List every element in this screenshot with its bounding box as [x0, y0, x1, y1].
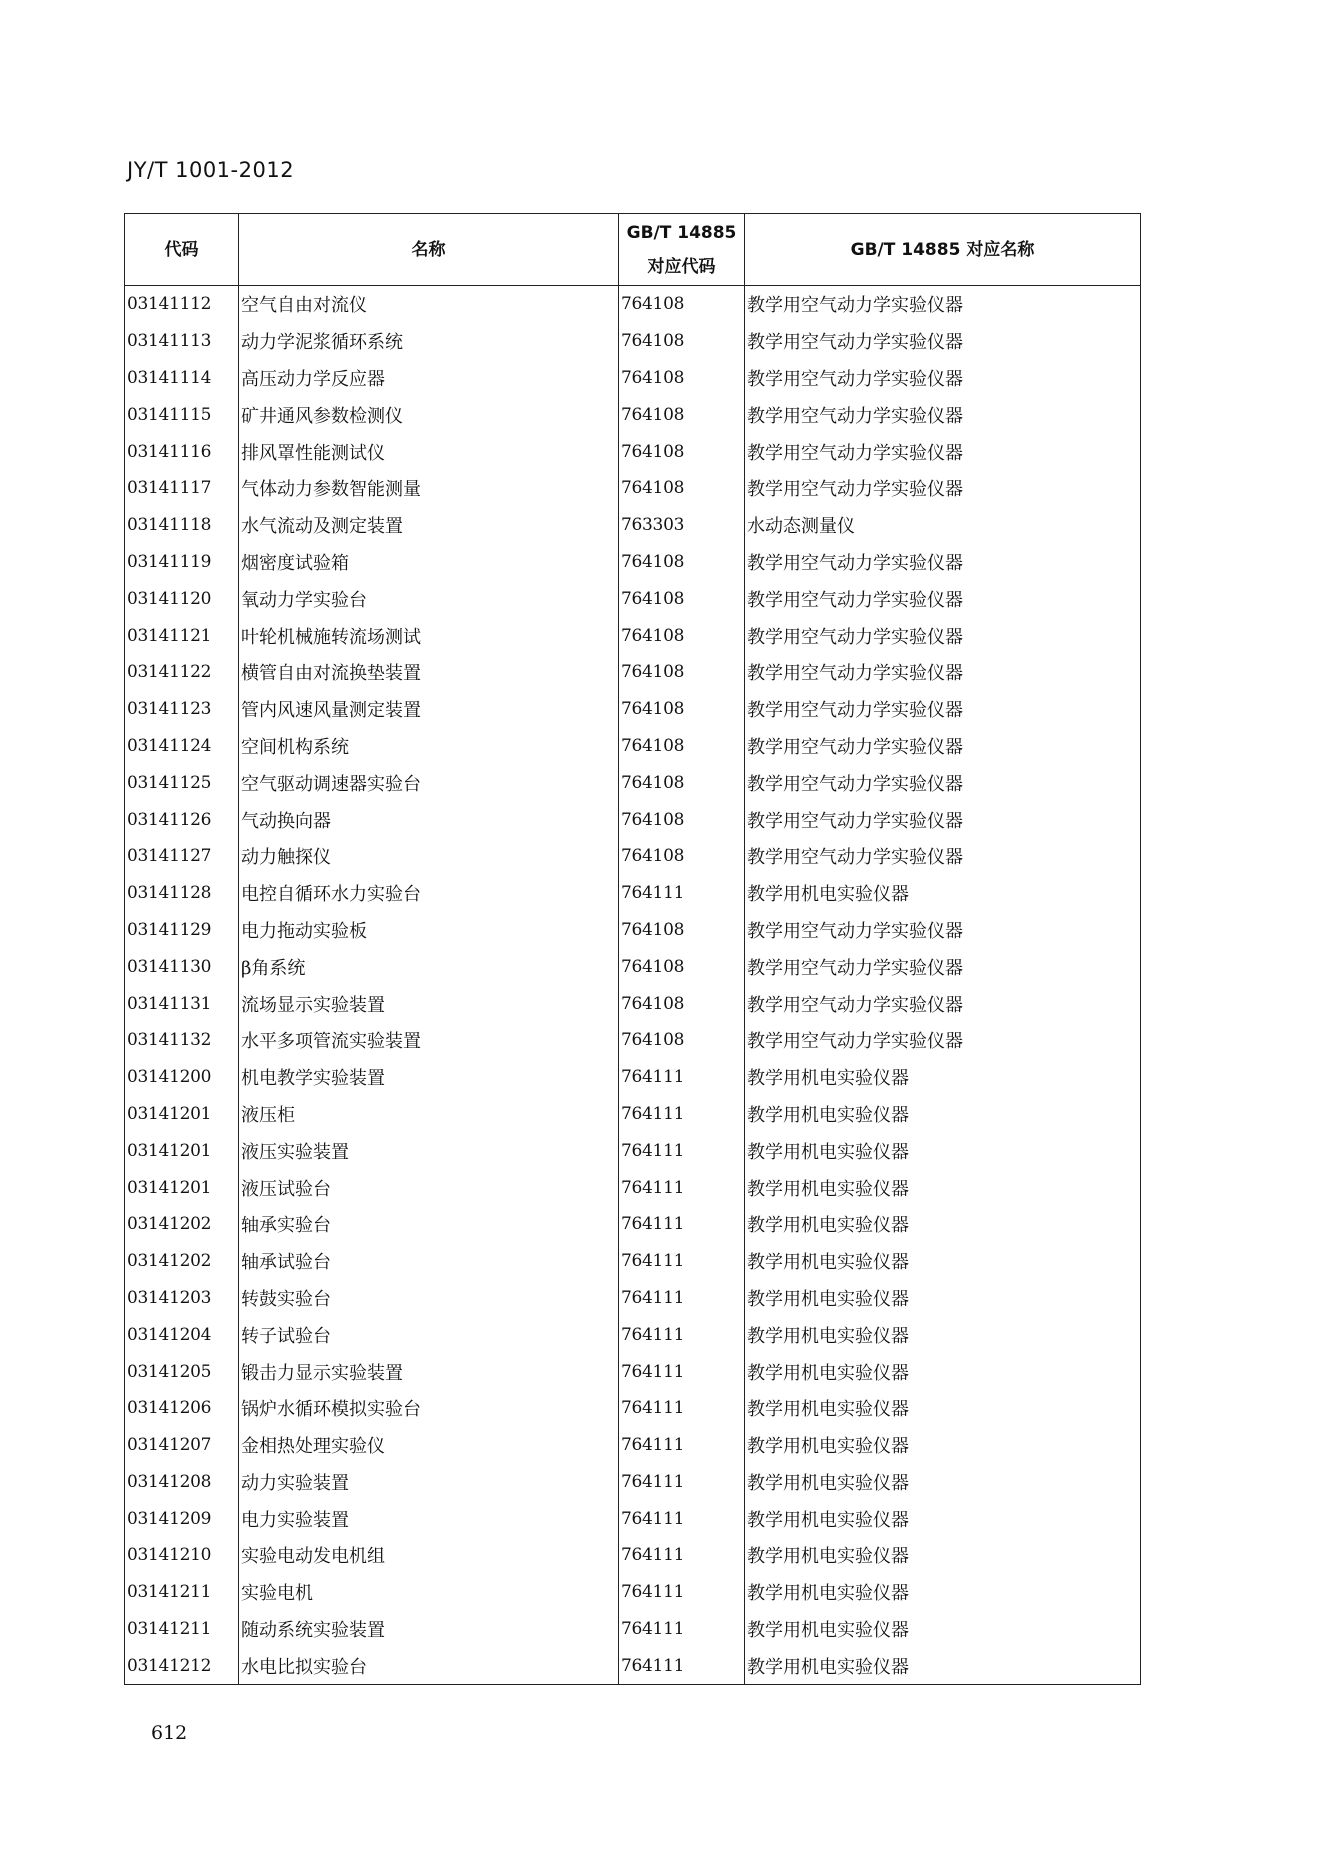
- cell-code: 03141205: [125, 1353, 239, 1390]
- cell-name: 轴承试验台: [239, 1243, 619, 1280]
- table-row: [125, 1500, 1141, 1537]
- cell-gbt-code: 764108: [619, 691, 745, 728]
- cell-gbt-code: 764108: [619, 360, 745, 397]
- cell-gbt-name: 教学用空气动力学实验仪器: [745, 580, 1141, 617]
- cell-gbt-name: 教学用机电实验仪器: [745, 1427, 1141, 1464]
- cell-code: 03141114: [125, 360, 239, 397]
- cell-gbt-code: 764111: [619, 1169, 745, 1206]
- cell-gbt-code: 764108: [619, 912, 745, 949]
- cell-name: 气动换向器: [239, 801, 619, 838]
- cell-code: 03141113: [125, 323, 239, 360]
- cell-gbt-name: 教学用空气动力学实验仪器: [745, 728, 1141, 765]
- cell-gbt-code: 764108: [619, 617, 745, 654]
- cell-name: 液压实验装置: [239, 1132, 619, 1169]
- cell-gbt-name: 教学用空气动力学实验仪器: [745, 764, 1141, 801]
- cell-name: 锻击力显示实验装置: [239, 1353, 619, 1390]
- cell-gbt-name: 教学用空气动力学实验仪器: [745, 912, 1141, 949]
- cell-gbt-code: 764111: [619, 1647, 745, 1684]
- cell-gbt-code: 764111: [619, 1464, 745, 1501]
- cell-gbt-code: 764108: [619, 544, 745, 581]
- table-row: [125, 544, 1141, 581]
- cell-gbt-code: 764108: [619, 764, 745, 801]
- cell-gbt-code: 764111: [619, 1500, 745, 1537]
- cell-gbt-code: 764111: [619, 1059, 745, 1096]
- cell-gbt-code: 764108: [619, 728, 745, 765]
- table-row: [125, 1022, 1141, 1059]
- cell-gbt-name: 教学用空气动力学实验仪器: [745, 654, 1141, 691]
- code-table: [124, 213, 1141, 1685]
- cell-gbt-name: 教学用空气动力学实验仪器: [745, 617, 1141, 654]
- page-number: 612: [151, 1722, 188, 1744]
- cell-gbt-code: 764111: [619, 1537, 745, 1574]
- cell-name: 空气驱动调速器实验台: [239, 764, 619, 801]
- table-row: [125, 1243, 1141, 1280]
- document-standard-id: JY/T 1001-2012: [127, 158, 295, 182]
- cell-name: 电控自循环水力实验台: [239, 875, 619, 912]
- table-row: [125, 1611, 1141, 1648]
- cell-name: 横管自由对流换垫装置: [239, 654, 619, 691]
- cell-gbt-code: 764111: [619, 1316, 745, 1353]
- table-row: [125, 433, 1141, 470]
- cell-gbt-code: 764111: [619, 1280, 745, 1317]
- cell-code: 03141201: [125, 1132, 239, 1169]
- cell-code: 03141206: [125, 1390, 239, 1427]
- cell-gbt-code: 764108: [619, 323, 745, 360]
- cell-code: 03141118: [125, 507, 239, 544]
- cell-name: 随动系统实验装置: [239, 1611, 619, 1648]
- cell-gbt-code: 764108: [619, 801, 745, 838]
- header-gbt-code-line1: GB/T 14885: [626, 222, 737, 243]
- cell-gbt-name: 教学用空气动力学实验仪器: [745, 948, 1141, 985]
- cell-name: 动力学泥浆循环系统: [239, 323, 619, 360]
- table-row: [125, 470, 1141, 507]
- cell-gbt-name: 教学用机电实验仪器: [745, 1132, 1141, 1169]
- cell-gbt-code: 764108: [619, 433, 745, 470]
- cell-gbt-code: 763303: [619, 507, 745, 544]
- table-row: [125, 801, 1141, 838]
- cell-gbt-name: 教学用空气动力学实验仪器: [745, 323, 1141, 360]
- cell-code: 03141207: [125, 1427, 239, 1464]
- table-row: [125, 764, 1141, 801]
- cell-gbt-code: 764108: [619, 948, 745, 985]
- table-row: [125, 1316, 1141, 1353]
- table-row: [125, 691, 1141, 728]
- cell-code: 03141200: [125, 1059, 239, 1096]
- cell-gbt-code: 764108: [619, 1022, 745, 1059]
- cell-gbt-name: 教学用机电实验仪器: [745, 1390, 1141, 1427]
- cell-code: 03141112: [125, 286, 239, 323]
- cell-name: 空间机构系统: [239, 728, 619, 765]
- cell-name: 水平多项管流实验装置: [239, 1022, 619, 1059]
- cell-name: 高压动力学反应器: [239, 360, 619, 397]
- cell-name: 液压试验台: [239, 1169, 619, 1206]
- table-row: [125, 323, 1141, 360]
- cell-gbt-name: 教学用机电实验仪器: [745, 1059, 1141, 1096]
- cell-gbt-name: 教学用空气动力学实验仪器: [745, 1022, 1141, 1059]
- cell-code: 03141132: [125, 1022, 239, 1059]
- cell-name: 转子试验台: [239, 1316, 619, 1353]
- cell-gbt-name: 教学用空气动力学实验仪器: [745, 286, 1141, 323]
- cell-code: 03141125: [125, 764, 239, 801]
- table-row: [125, 1096, 1141, 1133]
- table-row: [125, 507, 1141, 544]
- cell-name: 金相热处理实验仪: [239, 1427, 619, 1464]
- cell-gbt-code: 764108: [619, 470, 745, 507]
- table-body: [125, 286, 1141, 1685]
- table-row: [125, 1537, 1141, 1574]
- cell-gbt-name: 教学用空气动力学实验仪器: [745, 985, 1141, 1022]
- cell-name: 实验电动发电机组: [239, 1537, 619, 1574]
- table-row: [125, 617, 1141, 654]
- cell-gbt-name: 教学用机电实验仪器: [745, 1169, 1141, 1206]
- cell-name: 烟密度试验箱: [239, 544, 619, 581]
- cell-gbt-name: 教学用机电实验仪器: [745, 1500, 1141, 1537]
- table-row: [125, 838, 1141, 875]
- cell-name: 气体动力参数智能测量: [239, 470, 619, 507]
- cell-name: 电力实验装置: [239, 1500, 619, 1537]
- cell-name: β角系统: [239, 948, 619, 985]
- cell-gbt-code: 764111: [619, 1132, 745, 1169]
- table-row: [125, 1132, 1141, 1169]
- table-row: [125, 912, 1141, 949]
- header-gbt-code-line2: 对应代码: [647, 256, 716, 277]
- cell-gbt-name: 教学用机电实验仪器: [745, 1316, 1141, 1353]
- cell-code: 03141124: [125, 728, 239, 765]
- cell-gbt-code: 764111: [619, 1574, 745, 1611]
- cell-gbt-code: 764111: [619, 1427, 745, 1464]
- cell-gbt-name: 教学用机电实验仪器: [745, 1353, 1141, 1390]
- table-row: [125, 286, 1141, 323]
- cell-code: 03141202: [125, 1243, 239, 1280]
- table-row: [125, 360, 1141, 397]
- cell-name: 液压柜: [239, 1096, 619, 1133]
- table-row: [125, 1206, 1141, 1243]
- cell-name: 机电教学实验装置: [239, 1059, 619, 1096]
- cell-gbt-name: 教学用机电实验仪器: [745, 1611, 1141, 1648]
- table-row: [125, 580, 1141, 617]
- cell-gbt-code: 764108: [619, 985, 745, 1022]
- cell-gbt-name: 教学用空气动力学实验仪器: [745, 544, 1141, 581]
- cell-code: 03141212: [125, 1647, 239, 1684]
- cell-gbt-name: 教学用机电实验仪器: [745, 1537, 1141, 1574]
- cell-name: 氧动力学实验台: [239, 580, 619, 617]
- cell-code: 03141115: [125, 396, 239, 433]
- cell-gbt-code: 764111: [619, 1611, 745, 1648]
- table-row: [125, 1280, 1141, 1317]
- cell-code: 03141120: [125, 580, 239, 617]
- cell-code: 03141201: [125, 1096, 239, 1133]
- cell-name: 水气流动及测定装置: [239, 507, 619, 544]
- cell-gbt-name: 教学用机电实验仪器: [745, 1464, 1141, 1501]
- cell-gbt-name: 教学用机电实验仪器: [745, 1647, 1141, 1684]
- cell-code: 03141211: [125, 1611, 239, 1648]
- cell-code: 03141119: [125, 544, 239, 581]
- cell-name: 水电比拟实验台: [239, 1647, 619, 1684]
- cell-gbt-code: 764108: [619, 580, 745, 617]
- header-name: 名称: [239, 214, 619, 286]
- cell-code: 03141117: [125, 470, 239, 507]
- cell-name: 转鼓实验台: [239, 1280, 619, 1317]
- table-row: [125, 1390, 1141, 1427]
- table-row: [125, 875, 1141, 912]
- cell-gbt-name: 教学用机电实验仪器: [745, 1243, 1141, 1280]
- cell-name: 实验电机: [239, 1574, 619, 1611]
- cell-gbt-code: 764108: [619, 396, 745, 433]
- cell-code: 03141128: [125, 875, 239, 912]
- cell-gbt-name: 教学用空气动力学实验仪器: [745, 433, 1141, 470]
- cell-name: 矿井通风参数检测仪: [239, 396, 619, 433]
- cell-gbt-code: 764111: [619, 1243, 745, 1280]
- cell-code: 03141131: [125, 985, 239, 1022]
- header-gbt-name: GB/T 14885 对应名称: [745, 214, 1141, 286]
- table-row: [125, 948, 1141, 985]
- cell-code: 03141204: [125, 1316, 239, 1353]
- cell-code: 03141121: [125, 617, 239, 654]
- cell-code: 03141123: [125, 691, 239, 728]
- cell-gbt-code: 764111: [619, 875, 745, 912]
- table-row: [125, 1427, 1141, 1464]
- cell-code: 03141210: [125, 1537, 239, 1574]
- cell-gbt-code: 764108: [619, 286, 745, 323]
- cell-gbt-name: 教学用空气动力学实验仪器: [745, 360, 1141, 397]
- table-row: [125, 985, 1141, 1022]
- cell-gbt-code: 764111: [619, 1353, 745, 1390]
- cell-name: 排风罩性能测试仪: [239, 433, 619, 470]
- cell-code: 03141126: [125, 801, 239, 838]
- table-row: [125, 1169, 1141, 1206]
- header-code: 代码: [125, 214, 239, 286]
- cell-code: 03141208: [125, 1464, 239, 1501]
- cell-gbt-name: 教学用空气动力学实验仪器: [745, 396, 1141, 433]
- cell-gbt-code: 764111: [619, 1096, 745, 1133]
- cell-name: 流场显示实验装置: [239, 985, 619, 1022]
- cell-gbt-name: 教学用空气动力学实验仪器: [745, 838, 1141, 875]
- cell-gbt-name: 水动态测量仪: [745, 507, 1141, 544]
- table-row: [125, 654, 1141, 691]
- cell-name: 轴承实验台: [239, 1206, 619, 1243]
- cell-code: 03141203: [125, 1280, 239, 1317]
- cell-code: 03141122: [125, 654, 239, 691]
- cell-gbt-name: 教学用机电实验仪器: [745, 1574, 1141, 1611]
- cell-gbt-name: 教学用机电实验仪器: [745, 1096, 1141, 1133]
- cell-code: 03141202: [125, 1206, 239, 1243]
- cell-gbt-name: 教学用空气动力学实验仪器: [745, 801, 1141, 838]
- cell-code: 03141130: [125, 948, 239, 985]
- header-gbt-code: [619, 214, 745, 286]
- cell-code: 03141116: [125, 433, 239, 470]
- cell-gbt-name: 教学用机电实验仪器: [745, 875, 1141, 912]
- cell-gbt-name: 教学用机电实验仪器: [745, 1280, 1141, 1317]
- cell-gbt-name: 教学用机电实验仪器: [745, 1206, 1141, 1243]
- cell-name: 空气自由对流仪: [239, 286, 619, 323]
- table-row: [125, 1574, 1141, 1611]
- cell-code: 03141127: [125, 838, 239, 875]
- cell-name: 叶轮机械施转流场测试: [239, 617, 619, 654]
- cell-gbt-code: 764108: [619, 838, 745, 875]
- cell-gbt-name: 教学用空气动力学实验仪器: [745, 691, 1141, 728]
- cell-name: 管内风速风量测定装置: [239, 691, 619, 728]
- table-row: [125, 728, 1141, 765]
- table-row: [125, 1464, 1141, 1501]
- cell-gbt-code: 764111: [619, 1206, 745, 1243]
- table-row: [125, 1059, 1141, 1096]
- table-row: [125, 1353, 1141, 1390]
- cell-code: 03141209: [125, 1500, 239, 1537]
- cell-gbt-name: 教学用空气动力学实验仪器: [745, 470, 1141, 507]
- cell-name: 动力实验装置: [239, 1464, 619, 1501]
- cell-code: 03141201: [125, 1169, 239, 1206]
- table-header-row: [125, 214, 1141, 286]
- cell-gbt-code: 764108: [619, 654, 745, 691]
- cell-name: 电力拖动实验板: [239, 912, 619, 949]
- cell-name: 锅炉水循环模拟实验台: [239, 1390, 619, 1427]
- cell-code: 03141129: [125, 912, 239, 949]
- table-row: [125, 396, 1141, 433]
- table-row: [125, 1647, 1141, 1684]
- cell-name: 动力触探仪: [239, 838, 619, 875]
- cell-gbt-code: 764111: [619, 1390, 745, 1427]
- cell-code: 03141211: [125, 1574, 239, 1611]
